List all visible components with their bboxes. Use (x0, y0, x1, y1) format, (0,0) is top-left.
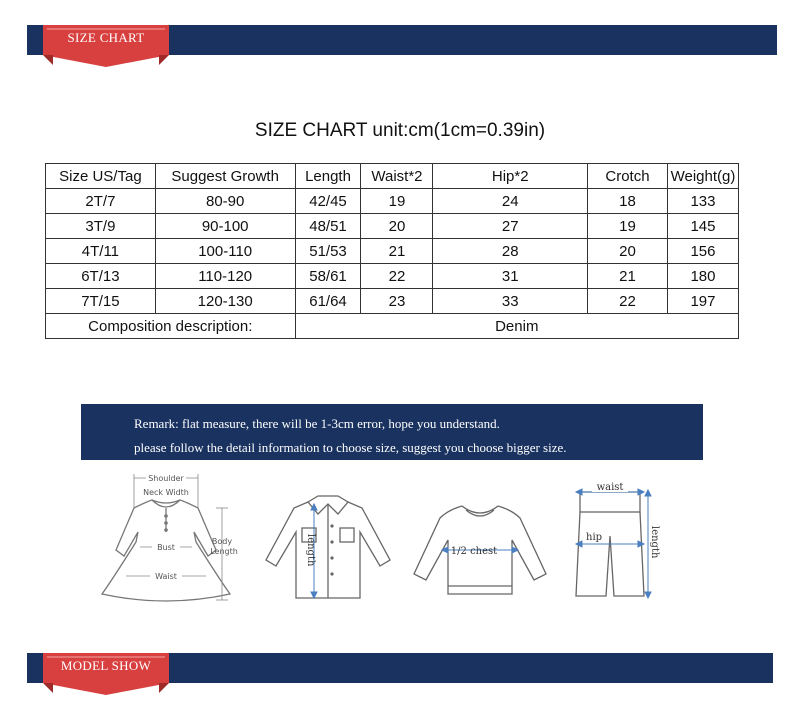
table-cell: 48/51 (295, 214, 361, 239)
column-header: Hip*2 (433, 164, 588, 189)
table-cell: 24 (433, 189, 588, 214)
column-header: Suggest Growth (155, 164, 295, 189)
table-cell: 100-110 (155, 239, 295, 264)
table-cell: 27 (433, 214, 588, 239)
column-header: Crotch (588, 164, 668, 189)
pants-measure-diagram (566, 470, 666, 610)
size-chart-ribbon-label: SIZE CHART (67, 30, 145, 45)
table-cell: 197 (667, 289, 738, 314)
neck-width-label: Neck Width (143, 488, 189, 497)
table-cell: 20 (588, 239, 668, 264)
table-row (46, 264, 739, 289)
table-cell: 7T/15 (46, 289, 156, 314)
body-length-label-1: Body (211, 537, 233, 546)
table-row (46, 214, 739, 239)
table-cell: 42/45 (295, 189, 361, 214)
shirt-length-label: length (305, 534, 316, 567)
body-length-label-2: Length (210, 547, 238, 556)
model-show-banner (27, 653, 773, 683)
size-chart-ribbon (43, 21, 169, 71)
sweater-measure-diagram (410, 470, 550, 610)
pants-hip-label: hip (586, 532, 603, 543)
table-cell: 90-100 (155, 214, 295, 239)
pants-length-label: length (649, 526, 660, 559)
table-cell: 20 (361, 214, 433, 239)
table-cell: 80-90 (155, 189, 295, 214)
table-row (46, 189, 739, 214)
remark-box (81, 404, 703, 460)
table-row (46, 239, 739, 264)
remark-line-2: please follow the detail information to choose size, suggest you choose bigger size. (134, 440, 567, 455)
composition-value: Denim (295, 314, 738, 339)
composition-row (46, 314, 739, 339)
table-cell: 28 (433, 239, 588, 264)
table-cell: 18 (588, 189, 668, 214)
table-cell: 61/64 (295, 289, 361, 314)
shirt-measure-diagram (258, 470, 398, 610)
size-table (45, 163, 739, 339)
table-cell: 22 (588, 289, 668, 314)
bust-label: Bust (157, 543, 175, 552)
model-show-ribbon (43, 649, 169, 699)
pants-waist-label: waist (596, 482, 624, 493)
model-show-ribbon-label: MODEL SHOW (60, 658, 152, 673)
column-header: Length (295, 164, 361, 189)
table-cell: 23 (361, 289, 433, 314)
table-cell: 19 (361, 189, 433, 214)
table-cell: 58/61 (295, 264, 361, 289)
table-cell: 3T/9 (46, 214, 156, 239)
table-cell: 21 (361, 239, 433, 264)
table-cell: 120-130 (155, 289, 295, 314)
table-cell: 21 (588, 264, 668, 289)
size-chart-banner (27, 25, 777, 55)
table-cell: 51/53 (295, 239, 361, 264)
shoulder-label: Shoulder (148, 474, 184, 483)
column-header: Waist*2 (361, 164, 433, 189)
table-cell: 110-120 (155, 264, 295, 289)
chest-label: 1/2 chest (450, 546, 498, 557)
table-cell: 156 (667, 239, 738, 264)
table-row (46, 289, 739, 314)
table-cell: 33 (433, 289, 588, 314)
table-cell: 31 (433, 264, 588, 289)
column-header: Weight(g) (667, 164, 738, 189)
column-header: Size US/Tag (46, 164, 156, 189)
table-cell: 6T/13 (46, 264, 156, 289)
chart-title: SIZE CHART unit:cm(1cm=0.39in) (254, 120, 546, 141)
table-cell: 180 (667, 264, 738, 289)
composition-label: Composition description: (46, 314, 296, 339)
table-cell: 22 (361, 264, 433, 289)
table-header-row (46, 164, 739, 189)
table-cell: 133 (667, 189, 738, 214)
dress-measure-diagram (86, 470, 246, 610)
waist-label: Waist (155, 572, 177, 581)
table-cell: 19 (588, 214, 668, 239)
table-cell: 145 (667, 214, 738, 239)
table-cell: 2T/7 (46, 189, 156, 214)
table-cell: 4T/11 (46, 239, 156, 264)
remark-line-1: Remark: flat measure, there will be 1-3cm error, hope you understand. (134, 416, 500, 431)
